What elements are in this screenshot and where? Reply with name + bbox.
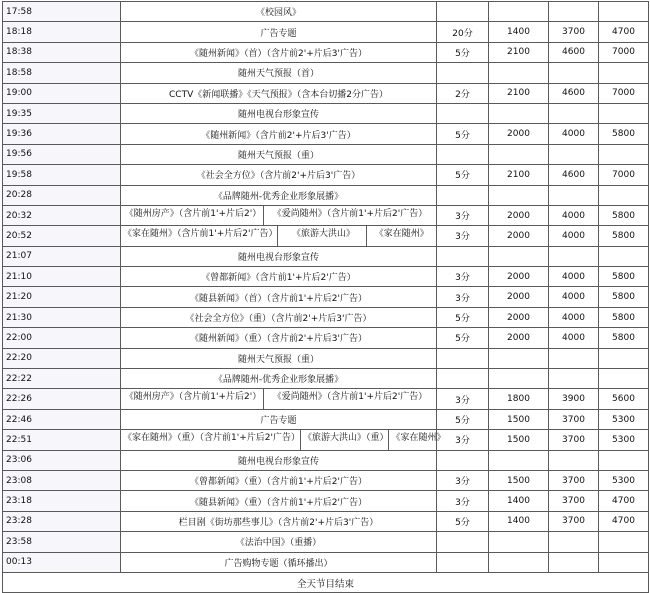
duration-cell [437,144,489,164]
table-row [3,22,649,42]
price-cell [599,246,649,266]
price-cell: 4600 [549,42,599,62]
time-cell: 18:18 [3,22,121,42]
program-cell: 随州电视台形象宣传 [121,103,437,123]
schedule-table [2,1,649,593]
time-cell: 23:08 [3,470,121,490]
table-row [3,491,649,511]
table-row [3,409,649,429]
program-cell: 《法治中国》（重播） [121,532,437,552]
duration-cell: 5分 [437,42,489,62]
price-cell: 1400 [489,491,549,511]
time-cell: 22:20 [3,348,121,368]
program-segment: 《家在随州》 [366,226,434,245]
duration-cell: 3分 [437,491,489,511]
duration-cell [437,369,489,389]
program-segment: 《随州房产》（含片前1'+片后2'） [124,208,262,219]
price-cell [489,246,549,266]
time-cell: 20:28 [3,185,121,205]
duration-cell: 3分 [437,226,489,246]
price-cell: 2000 [489,267,549,287]
program-cell: 随州天气预报（重） [121,348,437,368]
price-cell: 1500 [489,470,549,490]
duration-cell [437,552,489,572]
program-cell: 随州电视台形象宣传 [121,450,437,470]
price-cell: 4700 [599,22,649,42]
table-row [3,389,649,409]
program-cell: 《校园风》 [121,2,437,22]
time-cell: 19:00 [3,83,121,103]
duration-cell: 5分 [437,409,489,429]
price-cell [549,532,599,552]
price-cell: 4700 [599,511,649,531]
price-cell [549,348,599,368]
price-cell: 4000 [549,307,599,327]
table-row [3,450,649,470]
duration-cell [437,2,489,22]
program-split [123,389,434,408]
time-cell: 19:35 [3,103,121,123]
price-cell [549,185,599,205]
program-cell: 栏目剧《街坊那些事儿》（含片前2'+片后3'广告） [121,511,437,531]
duration-cell: 2分 [437,83,489,103]
price-cell [549,2,599,22]
time-cell: 22:22 [3,369,121,389]
duration-cell [437,103,489,123]
program-segment: 《旅游大洪山》（重） [300,430,389,449]
time-cell: 21:20 [3,287,121,307]
program-segment: 《旅游大洪山》 [277,226,366,245]
price-cell: 4600 [549,165,599,185]
duration-cell: 3分 [437,205,489,225]
duration-cell: 5分 [437,328,489,348]
price-cell: 1800 [489,389,549,409]
program-segment: 《爱尚随州》（含片前1'+片后2'广告） [263,206,434,225]
table-row [3,205,649,225]
duration-cell [437,450,489,470]
program-cell [121,430,446,450]
time-cell: 22:26 [3,389,121,409]
program-split [123,430,446,449]
price-cell [599,450,649,470]
price-cell: 2100 [489,83,549,103]
time-cell: 18:58 [3,63,121,83]
time-cell: 22:51 [3,430,121,450]
price-cell: 5800 [599,124,649,144]
time-cell: 00:13 [3,552,121,572]
time-cell: 19:56 [3,144,121,164]
price-cell [549,450,599,470]
price-cell [599,185,649,205]
program-cell: 《曾都新闻》（重）（含片前1'+片后2'广告） [121,470,437,490]
duration-cell: 5分 [437,124,489,144]
price-cell: 1400 [489,511,549,531]
duration-cell [437,63,489,83]
price-cell [489,103,549,123]
program-cell: 广告专题 [121,22,437,42]
table-row [3,144,649,164]
price-cell [489,450,549,470]
program-segment: 《家在随州》 [388,430,445,449]
price-cell: 7000 [599,83,649,103]
program-cell: 《随州新闻》（重）（含片前2'+片后3'广告） [121,328,437,348]
duration-cell: 5分 [437,307,489,327]
program-cell: 《品牌随州-优秀企业形象展播》 [121,369,437,389]
price-cell: 5300 [599,430,649,450]
time-cell: 23:58 [3,532,121,552]
program-cell: 《随县新闻》（首）（含片前1'+片后2'广告） [121,287,437,307]
price-cell: 3700 [549,470,599,490]
price-cell: 4600 [549,83,599,103]
price-cell: 3700 [549,491,599,511]
program-cell: 《曾都新闻》（含片前1'+片后2'广告） [121,267,437,287]
table-row [3,307,649,327]
table-row [3,103,649,123]
table-row [3,511,649,531]
price-cell: 4000 [549,328,599,348]
duration-cell: 3分 [437,287,489,307]
price-cell [549,552,599,572]
duration-cell: 3分 [437,267,489,287]
price-cell [599,2,649,22]
price-cell: 4000 [549,205,599,225]
duration-cell: 3分 [437,389,489,409]
price-cell: 2000 [489,124,549,144]
time-cell: 20:52 [3,226,121,246]
price-cell [489,2,549,22]
program-cell [121,205,437,225]
price-cell [489,369,549,389]
time-cell: 23:28 [3,511,121,531]
price-cell [599,144,649,164]
price-cell: 1500 [489,409,549,429]
time-cell: 21:30 [3,307,121,327]
time-cell: 19:36 [3,124,121,144]
price-cell [599,63,649,83]
table-row [3,470,649,490]
price-cell [489,552,549,572]
price-cell: 4000 [549,287,599,307]
time-cell: 17:58 [3,2,121,22]
table-row [3,328,649,348]
price-cell: 3900 [549,389,599,409]
price-cell [549,369,599,389]
price-cell: 5800 [599,287,649,307]
program-cell: 随州天气预报（首） [121,63,437,83]
duration-cell [437,532,489,552]
price-cell: 5800 [599,226,649,246]
footer-cell: 全天节目结束 [3,572,649,592]
duration-cell: 3分 [437,470,489,490]
table-row [3,185,649,205]
price-cell: 2000 [489,287,549,307]
price-cell: 3700 [549,409,599,429]
table-row [3,226,649,246]
time-cell: 21:10 [3,267,121,287]
price-cell: 2000 [489,226,549,246]
program-cell: 《品牌随州-优秀企业形象展播》 [121,185,437,205]
price-cell [599,532,649,552]
price-cell [549,144,599,164]
price-cell [549,63,599,83]
table-row [3,165,649,185]
table-row [3,552,649,572]
price-cell: 2000 [489,328,549,348]
program-cell: 《社会全方位》（重）（含片前2'+片后3'广告） [121,307,437,327]
price-cell [599,348,649,368]
price-cell: 5600 [599,389,649,409]
time-cell: 23:18 [3,491,121,511]
program-split [123,226,434,245]
program-segment: 《家在随州》（含片前1'+片后2'广告） [123,229,278,240]
time-cell: 18:38 [3,42,121,62]
price-cell [489,532,549,552]
price-cell [489,63,549,83]
program-split [123,206,434,225]
price-cell [549,246,599,266]
price-cell: 5300 [599,409,649,429]
table-row [3,124,649,144]
program-cell: 《随县新闻》（重）（含片前1'+片后2'广告） [121,491,437,511]
time-cell: 22:46 [3,409,121,429]
price-cell [549,103,599,123]
table-row [3,63,649,83]
program-segment: 《家在随州》（重）（含片前1'+片后2'广告） [123,433,300,444]
price-cell [599,552,649,572]
table-row [3,246,649,266]
time-cell: 20:32 [3,205,121,225]
price-cell [599,369,649,389]
table-row [3,42,649,62]
duration-cell [437,246,489,266]
price-cell: 5800 [599,307,649,327]
footer-row [3,572,649,592]
price-cell: 5800 [599,267,649,287]
price-cell: 4700 [599,491,649,511]
price-cell: 3700 [549,511,599,531]
price-cell: 1400 [489,22,549,42]
price-cell: 5300 [599,470,649,490]
duration-cell [437,185,489,205]
duration-cell: 5分 [437,511,489,531]
price-cell: 4000 [549,226,599,246]
price-cell: 2100 [489,165,549,185]
price-cell: 4000 [549,124,599,144]
price-cell: 1500 [489,430,549,450]
table-row [3,83,649,103]
program-cell: 《社会全方位》（含片前2'+片后3'广告） [121,165,437,185]
price-cell [599,103,649,123]
duration-cell: 20分 [437,22,489,42]
program-cell: 随州天气预报（重） [121,144,437,164]
duration-cell: 5分 [437,165,489,185]
table-row [3,2,649,22]
table-row [3,287,649,307]
price-cell [489,144,549,164]
program-segment: 《爱尚随州》（含片前1'+片后2'广告） [263,389,434,408]
program-cell: 随州电视台形象宣传 [121,246,437,266]
program-cell: CCTV《新闻联播》《天气预报》（含本台切播2分广告） [121,83,437,103]
program-cell [121,389,437,409]
program-cell: 广告专题 [121,409,437,429]
price-cell: 5800 [599,205,649,225]
time-cell: 22:00 [3,328,121,348]
time-cell: 23:06 [3,450,121,470]
price-cell [489,348,549,368]
price-cell: 2000 [489,307,549,327]
price-cell: 4000 [549,267,599,287]
time-cell: 21:07 [3,246,121,266]
price-cell: 3700 [549,22,599,42]
program-segment: 《随州房产》（含片前1'+片后2'） [124,392,262,403]
program-cell: 《随州新闻》（含片前2'+片后3'广告） [121,124,437,144]
price-cell: 2000 [489,205,549,225]
schedule-body [3,2,649,573]
price-cell: 7000 [599,42,649,62]
price-cell: 3700 [549,430,599,450]
program-cell [121,226,437,246]
table-row [3,430,649,450]
price-cell: 7000 [599,165,649,185]
table-row [3,532,649,552]
duration-cell: 3分 [437,430,489,450]
program-cell: 广告购物专题（循环播出） [121,552,437,572]
price-cell [489,185,549,205]
time-cell: 19:58 [3,165,121,185]
table-row [3,369,649,389]
program-cell: 《随州新闻》（首）（含片前2'+片后3'广告） [121,42,437,62]
duration-cell [437,348,489,368]
price-cell: 5800 [599,328,649,348]
price-cell: 2100 [489,42,549,62]
table-row [3,267,649,287]
table-row [3,348,649,368]
